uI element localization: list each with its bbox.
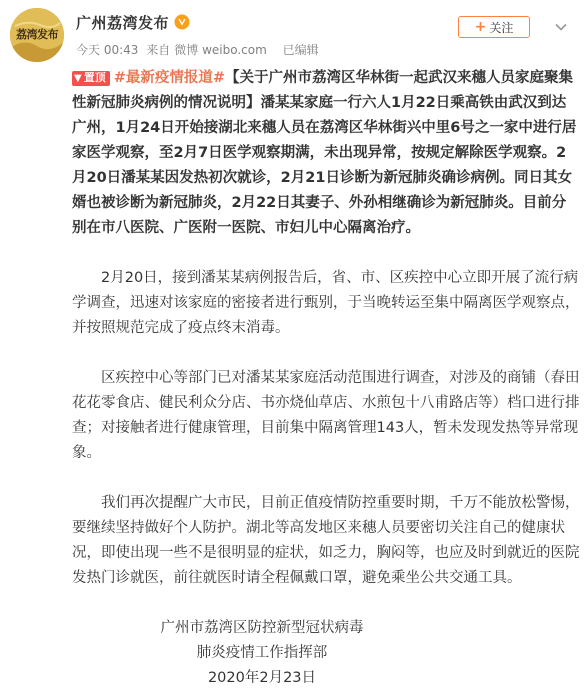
hashtag-link[interactable]: #最新疫情报道# xyxy=(113,70,226,86)
author-row xyxy=(76,11,190,33)
signature-org-2: 肺炎疫情工作指挥部 xyxy=(196,645,328,661)
post-time[interactable]: 今天 00:43 xyxy=(76,43,139,57)
paragraph-1: 2月20日，接到潘某某病例报告后，省、市、区疾控中心立即开展了流行病学调查，迅速对该家庭的密接者进行甄别，于当晚转运至集中隔离医学观察点，并按照规范完成了疫点终末消毒。 xyxy=(72,270,580,336)
chevron-down-icon[interactable] xyxy=(554,20,568,34)
follow-button[interactable] xyxy=(458,16,530,38)
verified-badge-icon xyxy=(174,14,190,30)
follow-button-label: 关注 xyxy=(489,20,514,35)
signature-date: 2020年2月23日 xyxy=(207,670,317,686)
paragraph-2: 区疾控中心等部门已对潘某某家庭活动范围进行调查，对涉及的商铺（春田花花零食店、健民利众分店、书亦烧仙草店、水煎包十八甫路店等）档口进行排查；对接触者进行健康管理，目前集中隔离管理143人，暂未发现发热等异常现象。 xyxy=(72,370,580,461)
post-meta xyxy=(76,41,323,58)
post-lead-paragraph xyxy=(72,66,580,241)
pin-icon: ▼ xyxy=(74,73,82,84)
avatar[interactable] xyxy=(10,8,64,62)
paragraph-3: 我们再次提醒广大市民，目前正值疫情防控重要时期，千万不能放松警惕，要继续坚持做好个人防护。湖北等高发地区来穗人员要密切关注自己的健康状况，即使出现一些不是很明显的症状，如乏力，胸闷等，也应及时到就近的医院发热门诊就医，前往就医时请全程佩戴口罩，避免乘坐公共交通工具。 xyxy=(72,495,580,586)
pinned-badge: ▼ 置顶 xyxy=(72,71,110,86)
author-name[interactable]: 广州荔湾发布 xyxy=(76,13,170,32)
source-prefix: 来自 xyxy=(146,43,171,57)
signature-org: 广州市荔湾区防控新型冠状病毒 xyxy=(160,620,364,636)
post-content xyxy=(72,66,580,691)
signature xyxy=(72,616,580,691)
post-source[interactable]: 微博 weibo.com xyxy=(174,43,267,57)
avatar-logo-text: 荔湾发布 xyxy=(16,28,58,41)
lead-text: 【关于广州市荔湾区华林街一起武汉来穗人员家庭聚集性新冠肺炎病例的情况说明】潘某某家庭一行六人1月22日乘高铁由武汉到达广州，1月24日开始接湖北来穗人员在荔湾区华林街兴中里6号之一家中进行居家医学观察，至2月7日医学观察期满，未出现异常，按规定解除医学观察。2月20日潘某某因发热初次就诊，2月21日诊断为新冠肺炎确诊病例。同日其女婿也被诊断为新冠肺炎，2月22日其妻子、外孙相继确诊为新冠肺炎。目前分别在市八医院、广医附一医院、市妇儿中心隔离治疗。 xyxy=(72,70,577,236)
plus-icon: + xyxy=(474,19,487,35)
edited-label[interactable]: 已编辑 xyxy=(282,43,319,57)
